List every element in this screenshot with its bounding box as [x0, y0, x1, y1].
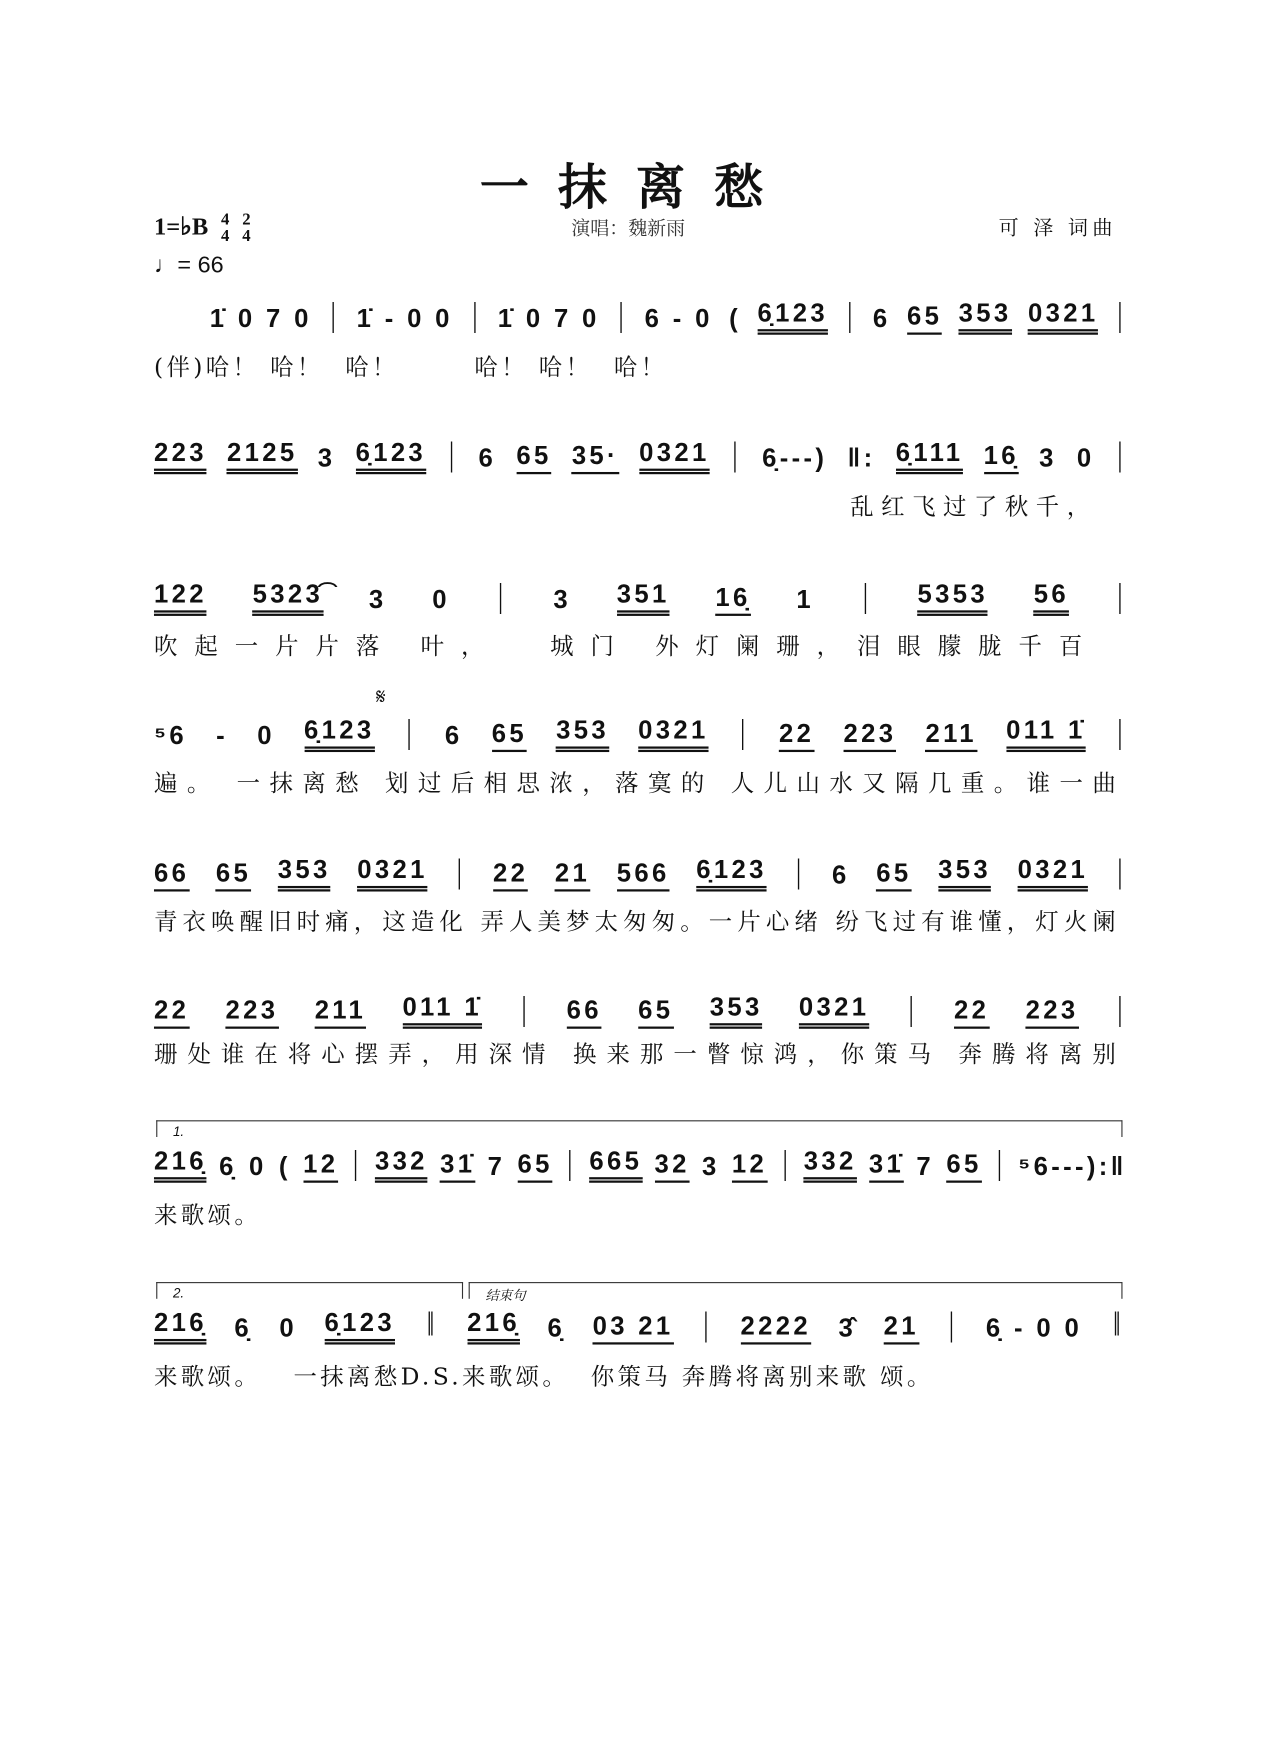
song-title: 一抹离愁	[479, 159, 793, 217]
barline: |	[568, 1144, 575, 1182]
note-group: (	[278, 1151, 291, 1181]
note-group: 211	[315, 995, 366, 1028]
barline: |	[353, 1144, 360, 1182]
volta-1-bracket: 1.	[156, 1120, 1122, 1137]
note-group: 223	[843, 719, 896, 752]
note-group: 1	[796, 584, 814, 614]
time-signature-2-4: 2 4	[242, 210, 251, 246]
note-group: 12	[303, 1149, 338, 1182]
note-group: 16̣	[984, 441, 1019, 474]
note-group: 6̣	[219, 1151, 237, 1181]
notation-line-1	[210, 297, 1127, 335]
barline: |	[704, 1306, 711, 1344]
note-group: 211	[925, 719, 976, 752]
note-group: 223	[154, 437, 207, 474]
note-group: 223	[1026, 995, 1079, 1028]
note-group: 65	[638, 995, 673, 1028]
barline: |	[331, 296, 338, 334]
notation-line-2	[154, 436, 1127, 474]
ending-bracket: 结束句	[469, 1282, 1123, 1299]
notation-line-7	[154, 1145, 1127, 1183]
note-group: 16̣	[715, 582, 750, 615]
lyrics-line-2: 乱红飞过了秋千，	[850, 493, 1091, 520]
barline: |	[996, 1144, 1003, 1182]
note-group: 65	[946, 1149, 981, 1182]
note-group: 351	[617, 579, 670, 616]
note-group: 0	[249, 1151, 267, 1181]
note-group: 2222	[741, 1311, 811, 1344]
note-group: 66	[567, 995, 602, 1028]
barline: ‖	[1113, 1306, 1123, 1344]
note-group: 3	[368, 584, 387, 614]
time-signature-4-4: 4 4	[221, 210, 230, 246]
barline: |	[1117, 577, 1124, 615]
note-group: ‖:	[847, 442, 876, 472]
note-group: 332	[375, 1146, 428, 1183]
note-group: 566	[617, 858, 670, 891]
barline: |	[406, 714, 413, 751]
barline: |	[908, 990, 915, 1028]
barline: ‖	[426, 1306, 436, 1344]
barline: |	[1117, 853, 1124, 891]
note-group: 1̇ - 0 0	[356, 303, 453, 333]
note-group: 0321	[638, 715, 708, 752]
lyrics-line-6: 珊处谁在将心摆弄，用深情 换来那一瞥惊鸿，你策马 奔腾将离别	[153, 1041, 1116, 1068]
lyrics-line-7: 来歌颂。	[153, 1201, 262, 1229]
note-group: 6	[478, 442, 497, 472]
note-group: 6̣111	[896, 437, 964, 474]
note-group: 65	[907, 301, 942, 334]
note-group: (	[729, 303, 742, 333]
note-group: 0	[1076, 442, 1095, 472]
key-label: 1=♭B	[153, 212, 209, 240]
note-group: 223	[226, 995, 279, 1028]
barline: |	[1117, 990, 1124, 1028]
note-group: 0321	[799, 992, 869, 1029]
note-group: 353	[938, 855, 991, 892]
note-group: 0	[257, 720, 275, 750]
singer-credit: 演唱：魏新雨	[571, 217, 686, 239]
key-signature	[154, 212, 251, 245]
note-group: 3	[317, 442, 336, 472]
barline: |	[457, 853, 464, 891]
note-group: 35·	[572, 441, 619, 474]
note-group: 5353	[918, 579, 988, 616]
note-group: 6	[832, 860, 850, 890]
note-group: 3	[702, 1151, 720, 1181]
note-group: -	[216, 720, 229, 750]
notation-line-3	[154, 578, 1127, 616]
note-group: 03 21	[593, 1311, 674, 1344]
note-group: ⁵6---):‖	[1018, 1151, 1127, 1181]
note-group: 66	[154, 858, 189, 891]
barline: |	[782, 1144, 789, 1182]
barline: |	[472, 296, 479, 334]
note-group: 21	[555, 858, 590, 891]
lyrics-line-4: 遍。 一抹离愁 划过后相思浓，落寞的 人儿山水又隔几重。谁一曲	[153, 769, 1116, 797]
notation-line-5	[154, 854, 1127, 892]
note-group: 3̂	[838, 1313, 857, 1343]
note-group: 56	[1034, 579, 1069, 616]
note-group: 6̣	[547, 1313, 566, 1343]
note-group: 665	[589, 1146, 642, 1183]
tempo-marking: ♩= 66	[153, 252, 224, 278]
note-group: 3	[1039, 442, 1057, 472]
note-group: 5323͡	[253, 579, 323, 616]
note-group: 32	[654, 1149, 689, 1182]
note-group: 6̣ - 0 0	[985, 1313, 1083, 1343]
note-group: 6̣---)	[762, 442, 828, 472]
note-group: 6̣123	[304, 715, 374, 752]
notation-line-6	[154, 991, 1127, 1029]
barline: |	[1117, 296, 1124, 334]
note-group: 216̣	[154, 1146, 207, 1183]
barline: |	[847, 296, 854, 334]
note-group: 011 1̇	[402, 992, 482, 1029]
note-group: 6̣	[234, 1313, 252, 1343]
note-group: 7	[487, 1151, 506, 1181]
note-group: 6̣123	[325, 1308, 395, 1345]
note-group: 6 - 0	[644, 303, 713, 333]
note-group: 0321	[357, 855, 427, 892]
note-group: 216̣	[154, 1308, 207, 1345]
note-group: 353	[278, 855, 331, 892]
lyrics-line-5: 青衣唤醒旧时痛，这造化 弄人美梦太匆匆。一片心绪 纷飞过有谁懂，灯火阑	[153, 908, 1116, 936]
note-group: 7	[916, 1151, 935, 1181]
note-group: 6̣123	[356, 437, 426, 474]
barline: |	[521, 990, 528, 1028]
barline: |	[619, 296, 626, 334]
note-group: 6	[872, 303, 891, 333]
segno-sign: 𝄋	[376, 682, 386, 710]
note-group: 31̇	[869, 1149, 904, 1182]
note-group: 12	[732, 1149, 767, 1182]
lyrics-line-8: 来歌颂。 一抹离愁D.S.来歌颂。 你策马 奔腾将离别来歌 颂。	[153, 1363, 934, 1391]
note-group: 31̇	[440, 1149, 475, 1182]
composer-credit: 可 泽 词曲	[998, 216, 1117, 239]
note-group: 0321	[1018, 855, 1088, 892]
notation-line-4	[154, 714, 1127, 752]
note-group: 332	[804, 1146, 857, 1183]
note-group: 65	[216, 858, 251, 891]
note-group: 6̣123	[696, 855, 766, 892]
barline: |	[862, 577, 869, 615]
barline: |	[732, 436, 739, 474]
note-group: 1̇ 0 7 0	[209, 303, 312, 333]
barline: |	[796, 853, 803, 891]
note-group: 011 1̇	[1006, 715, 1086, 752]
note-group: 216̣	[467, 1308, 520, 1345]
notation-line-8	[154, 1307, 1127, 1345]
note-group: 22	[493, 858, 528, 891]
note-group: 122	[154, 579, 207, 616]
note-group: 353	[710, 992, 763, 1029]
note-group: 21	[884, 1311, 919, 1344]
barline: |	[449, 436, 456, 474]
note-group: 6	[444, 720, 463, 750]
note-group: 0	[432, 584, 450, 614]
note-group: 65	[516, 441, 551, 474]
note-group: 65	[492, 719, 527, 752]
note-group: 22	[779, 719, 814, 752]
barline: |	[1117, 714, 1124, 751]
note-group: 22	[154, 995, 189, 1028]
note-group: 3	[553, 584, 571, 614]
note-group: ⁵6	[153, 720, 188, 750]
note-group: 6̣123	[757, 298, 827, 335]
note-group: 2125	[227, 437, 297, 474]
note-group: 0	[279, 1313, 298, 1343]
note-group: 353	[959, 298, 1012, 335]
barline: |	[949, 1306, 956, 1344]
barline: |	[740, 714, 747, 751]
note-group: 353	[556, 715, 609, 752]
volta-2-bracket: 2.	[156, 1282, 463, 1299]
note-group: 0321	[1028, 298, 1098, 335]
note-group: 22	[954, 995, 989, 1028]
barline: |	[498, 577, 505, 615]
lyrics-line-3: 吹起一片片落 叶， 城门 外灯阑珊，泪眼朦胧千百	[153, 632, 1083, 660]
note-group: 65	[518, 1149, 553, 1182]
note-group: 1̇ 0 7 0	[497, 303, 600, 333]
lyrics-line-1: (伴)哈！ 哈！ 哈！ 哈！ 哈！ 哈！	[153, 353, 668, 381]
barline: |	[1117, 436, 1124, 474]
note-group: 0321	[639, 437, 709, 474]
note-group: 65	[876, 858, 911, 891]
